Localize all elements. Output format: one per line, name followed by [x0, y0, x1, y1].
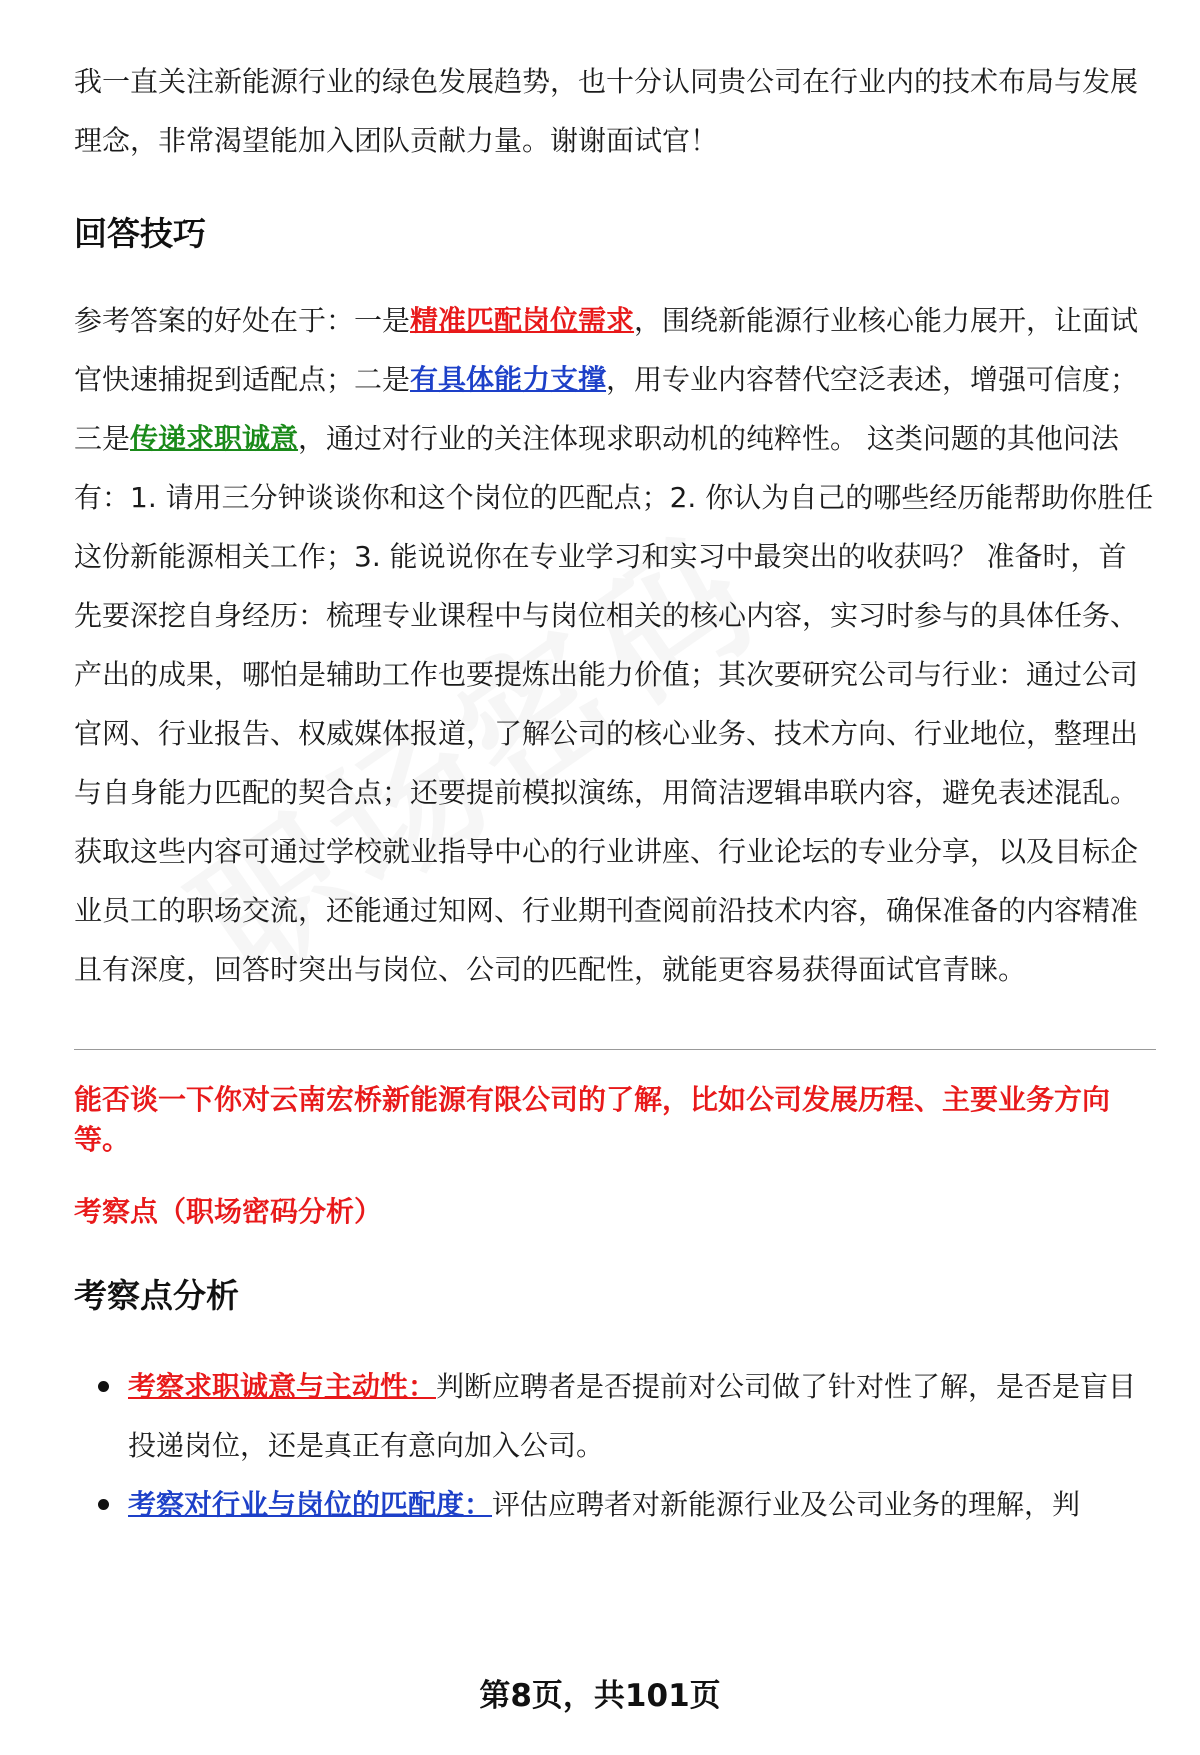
analysis-list: [74, 1357, 1154, 1534]
list-item: [74, 1357, 1154, 1475]
page-content: [74, 52, 1154, 1534]
question-subheading: 考察点（职场密码分析）: [74, 1195, 383, 1228]
analysis-item-text: 判断应聘者是否提前对公司做了针对性了解，是否是盲目投递岗位，还是真正有意向加入公司。: [128, 1370, 1137, 1462]
bullet-icon: [98, 1381, 109, 1392]
tips-paragraph: [74, 291, 1154, 999]
list-item: [74, 1475, 1154, 1534]
keyword-ability-support: 有具体能力支撑: [410, 363, 607, 396]
analysis-item-text: 评估应聘者对新能源行业及公司业务的理解，判: [492, 1488, 1081, 1521]
intro-paragraph: 我一直关注新能源行业的绿色发展趋势，也十分认同贵公司在行业内的技术布局与发展理念，非常渴望能加入团队贡献力量。谢谢面试官！: [74, 65, 1139, 157]
section-divider: [74, 1049, 1156, 1050]
analysis-item-label: 考察求职诚意与主动性：: [128, 1370, 437, 1403]
tips-text-d: ，通过对行业的关注体现求职动机的纯粹性。 这类问题的其他问法有：1. 请用三分钟谈谈你和这个岗位的匹配点；2. 你认为自己的哪些经历能帮助你胜任这份新能源相关工作；3. 能说说你在专业学习和实习中最突出的收获吗？ 准备时，首先要深挖自身经历：梳理专业课程中与岗位相关的核心内容，实习时参与的具体任务、产出的成果，哪怕是辅助工作也要提炼出能力价值；其次要研究公司与行业：通过公司官网、行业报告、权威媒体报道，了解公司的核心业务、技术方向、行业地位，整理出与自身能力匹配的契合点；还要提前模拟演练，用简洁逻辑串联内容，避免表述混乱。获取这些内容可通过学校就业指导中心的行业讲座、行业论坛的专业分享，以及目标企业员工的职场交流，还能通过知网、行业期刊查阅前沿技术内容，确保准备的内容精准且有深度，回答时突出与岗位、公司的匹配性，就能更容易获得面试官青睐。: [74, 422, 1154, 986]
page-number: 第8页，共101页: [479, 1678, 721, 1714]
analysis-heading: 考察点分析: [74, 1276, 239, 1315]
keyword-precise-match: 精准匹配岗位需求: [410, 304, 635, 337]
bullet-icon: [98, 1499, 109, 1510]
tips-text-a: 参考答案的好处在于：一是: [74, 304, 411, 337]
keyword-sincerity: 传递求职诚意: [130, 422, 299, 455]
tips-heading: 回答技巧: [74, 214, 206, 253]
tips-text-c: ，用专业内容替代空泛表述，增强可信度；三是: [74, 363, 1139, 455]
analysis-item-label: 考察对行业与岗位的匹配度：: [128, 1488, 493, 1521]
tips-text-b: ，围绕新能源行业核心能力展开，让面试官快速捕捉到适配点；二是: [74, 304, 1139, 396]
question-text: 能否谈一下你对云南宏桥新能源有限公司的了解，比如公司发展历程、主要业务方向等。: [74, 1083, 1111, 1156]
